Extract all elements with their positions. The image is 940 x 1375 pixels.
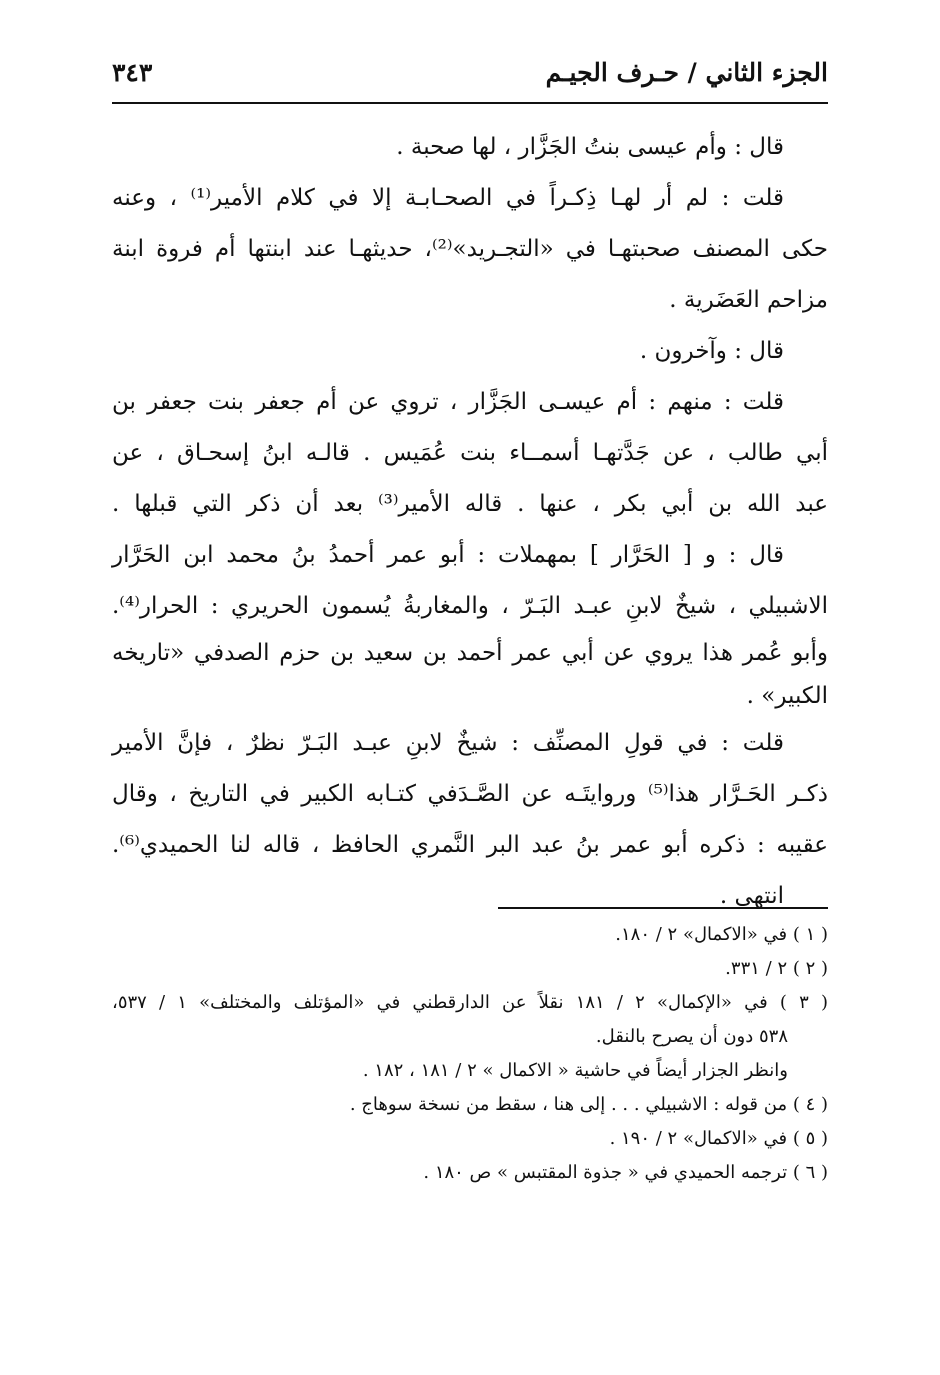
header-title: الجزء الثاني / حـرف الجيـم — [545, 58, 828, 87]
text-line: ذكـر الحَـرَّار هذا⁽⁵⁾ وروايتَـه عن الصَّـدَفي كتـابه الكبير في التاريخ ، وقال — [112, 781, 828, 807]
footnotes — [112, 918, 828, 1190]
text-line: قلت : في قولِ المصنِّف : شيخٌ لابنِ عبـد البَـرّ نظرٌ ، فإنَّ الأمير — [112, 730, 784, 756]
text-line: قال : و [ الحَرَّار ] بمهملات : أبو عمر أحمدُ بنُ محمد ابن الحَرَّار — [112, 542, 784, 568]
page-number: ٣٤٣ — [112, 58, 153, 87]
footnote-2: ( ٢ ) ٢ / ٣٣١. — [725, 958, 828, 979]
text-line: عبد الله بن أبي بكر ، عنها . قاله الأمير⁽³⁾ بعد أن ذكر التي قبلها . — [112, 491, 828, 517]
text-line: قلت : لم أر لهـا ذِكـراً في الصحـابـة إلا في كلام الأمير⁽¹⁾ ، وعنه — [112, 185, 785, 211]
footnote-3: ( ٣ ) في «الإكمال» ٢ / ١٨١ نقلاً عن الدارقطني في «المؤتلف والمختلف» ١ / ٥٣٧، — [112, 992, 828, 1013]
text-line: قلت : منهم : أم عيسـى الجَزَّار ، تروي عن أم جعفر بنت جعفر بن — [112, 389, 784, 415]
text-line: وأبو عُمر هذا يروي عن أبي عمر أحمد بن سعيد بن حزم الصدفي «تاريخه — [112, 640, 828, 666]
text-line: انتهى . — [719, 883, 784, 909]
footnote-3-note: وانظر الجزار أيضاً في حاشية « الاكمال » ٢ / ١٨١ ، ١٨٢ . — [362, 1060, 788, 1081]
text-line: قال : وأم عيسى بنتُ الجَزَّار ، لها صحبة . — [396, 134, 784, 160]
footnote-3-continuation: ٥٣٨ دون أن يصرح بالنقل. — [595, 1026, 788, 1047]
footnote-rule — [498, 907, 828, 909]
text-line: قال : وآخرون . — [639, 338, 784, 364]
footnote-4: ( ٤ ) من قوله : الاشبيلي . . . إلى هنا ، سقط من نسخة سوهاج . — [349, 1094, 828, 1115]
text-line: الاشبيلي ، شيخٌ لابنِ عبـد البَـرّ ، والمغاربةُ يُسمون الحريري : الحرار⁽⁴⁾. — [112, 593, 828, 619]
footnote-1: ( ١ ) في «الاكمال» ٢ / ١٨٠. — [615, 924, 828, 945]
header-rule — [112, 102, 828, 104]
running-header — [112, 50, 828, 100]
body-text — [112, 122, 828, 922]
footnote-6: ( ٦ ) ترجمه الحميدي في « جذوة المقتبس » ص ١٨٠ . — [423, 1162, 828, 1183]
text-line: الكبير» . — [746, 683, 828, 709]
text-line: عقيبه : ذكره أبو عمر بنُ عبد البر النَّمري الحافظ ، قاله لنا الحميدي⁽⁶⁾. — [112, 832, 828, 858]
footnote-5: ( ٥ ) في «الاكمال» ٢ / ١٩٠ . — [609, 1128, 828, 1149]
text-line: أبي طالب ، عن جَدَّتهـا أسمــاء بنت عُمَيس . قالـه ابنُ إسحـاق ، عن — [112, 440, 828, 466]
text-line: مزاحم العَضَرية . — [669, 287, 828, 313]
text-line: حكى المصنف صحبتهـا في «التجـريد»⁽²⁾، حديثهـا عند ابنتها أم فروة ابنة — [112, 236, 828, 262]
